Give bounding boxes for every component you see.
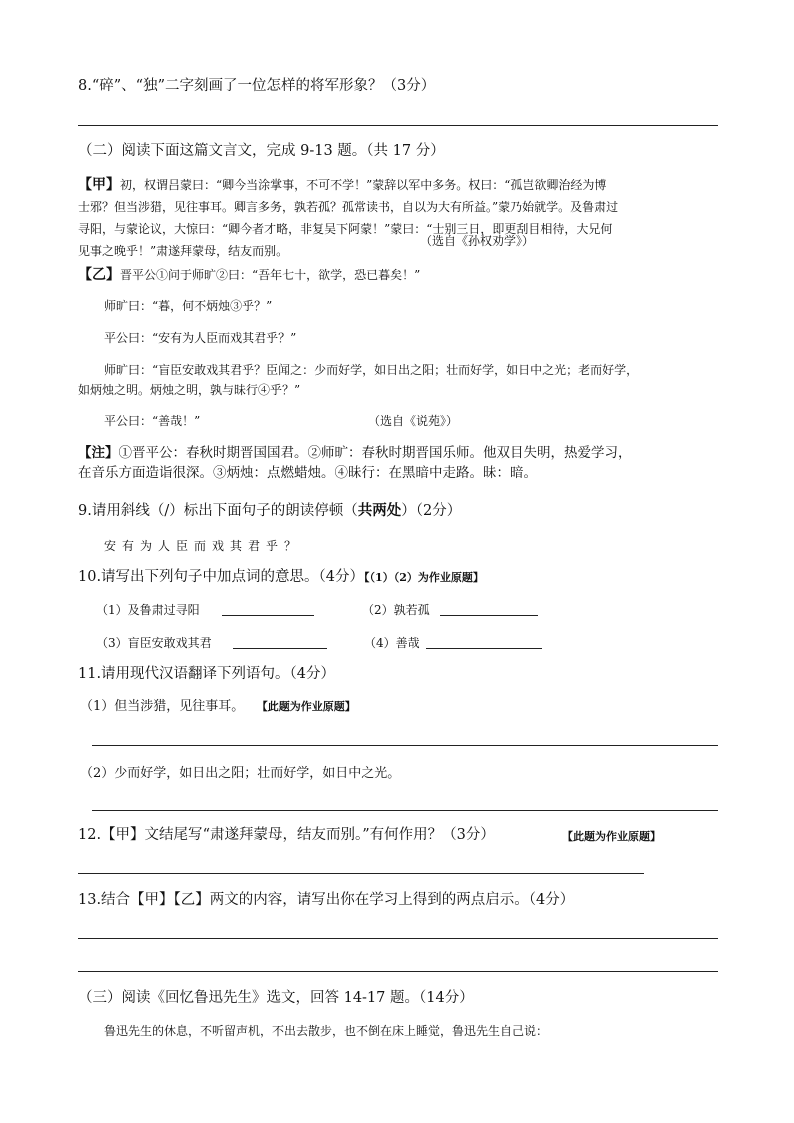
passage-jia-line-3: 寻阳，与蒙论议，大惊曰：“卿今者才略，非复吴下阿蒙！”蒙曰：“士别三日，即更刮目相待，大兄何 bbox=[78, 222, 613, 236]
q10-blank-4[interactable] bbox=[426, 634, 542, 649]
section-3-title: （三）阅读《回忆鲁迅先生》选文，回答 14-17 题。（14分） bbox=[78, 990, 474, 1006]
passage-yi-line-4: 师旷曰：“盲臣安敢戏其君乎？臣闻之：少而好学，如日出之阳；壮而好学，如日中之光；老而好学， bbox=[104, 363, 639, 377]
q10-blank-2[interactable] bbox=[440, 601, 538, 616]
question-13: 13.结合【甲】【乙】两文的内容，请写出你在学习上得到的两点启示。（4分） bbox=[78, 892, 575, 908]
q11-item-2: （2）少而好学，如日出之阳；壮而好学，如日中之光。 bbox=[80, 766, 401, 781]
section-2-title: （二）阅读下面这篇文言文，完成 9-13 题。（共 17 分） bbox=[78, 143, 445, 159]
passage-jia-line-4: 见事之晚乎！”肃遂拜蒙母，结友而别。 bbox=[78, 244, 289, 258]
question-12-tag: 【此题为作业原题】 bbox=[562, 830, 661, 843]
note-line-1: 【注】①晋平公：春秋时期晋国国君。②师旷：春秋时期晋国乐师。他双目失明，热爱学习， bbox=[78, 445, 632, 461]
passage-yi-line-3: 平公曰：“安有为人臣而戏其君乎？” bbox=[104, 331, 297, 345]
answer-line-q8[interactable] bbox=[78, 125, 718, 126]
question-10-tag: 【（1）（2）为作业原题】 bbox=[364, 571, 484, 584]
question-9-bold: 共两处 bbox=[357, 502, 402, 519]
q10-item-4: （4）善哉 bbox=[364, 636, 420, 650]
section-3-line-1: 鲁迅先生的休息，不听留声机，不出去散步，也不倒在床上睡觉，鲁迅先生自己说： bbox=[104, 1024, 549, 1038]
q10-item-2: （2）孰若孤 bbox=[362, 603, 430, 617]
q11-item-1-tag: 【此题为作业原题】 bbox=[262, 700, 356, 713]
passage-yi-marker: 【乙】 bbox=[78, 267, 120, 283]
answer-line-q11-1[interactable] bbox=[92, 745, 718, 746]
q10-item-3: （3）盲臣安敢戏其君 bbox=[96, 636, 212, 650]
passage-jia-source: （选自《孙权劝学》） bbox=[420, 234, 535, 248]
q10-item-1: （1）及鲁肃过寻阳 bbox=[96, 603, 200, 617]
passage-yi-line-6: 平公曰：“善哉！” bbox=[104, 414, 201, 428]
passage-yi-line-1: 【乙】晋平公①问于师旷②曰：“吾年七十，欲学，恐已暮矣！” bbox=[78, 267, 421, 283]
answer-line-q13-1[interactable] bbox=[78, 938, 718, 939]
question-12: 12.【甲】文结尾写“肃遂拜蒙母，结友而别。”有何作用？（3分） bbox=[78, 827, 495, 843]
answer-line-q13-2[interactable] bbox=[78, 971, 718, 972]
passage-yi-line-5: 如炳烛之明。炳烛之明，孰与昧行④乎？” bbox=[78, 383, 301, 397]
q11-item-1: （1）但当涉猎，见往事耳。 【此题为作业原题】 bbox=[80, 699, 356, 714]
passage-yi-source: （选自《说苑》） bbox=[368, 414, 459, 428]
q10-blank-3[interactable] bbox=[233, 634, 327, 649]
question-10: 10.请写出下列句子中加点词的意思。（4分）【（1）（2）为作业原题】 bbox=[78, 569, 484, 585]
note-line-2: 在音乐方面造诣很深。③炳烛：点燃蜡烛。④昧行：在黑暗中走路。昧：暗。 bbox=[78, 465, 537, 481]
passage-jia-line-1: 【甲】初，权谓吕蒙曰：“卿今当涂掌事，不可不学！”蒙辞以军中多务。权曰：“孤岂欲卿治经为博 bbox=[78, 177, 607, 193]
passage-jia-marker: 【甲】 bbox=[78, 177, 120, 193]
passage-yi-line-2: 师旷曰：“暮，何不炳烛③乎？” bbox=[104, 299, 273, 313]
passage-jia-line-2: 士邪？但当涉猎，见往事耳。卿言多务，孰若孤？孤常读书，自以为大有所益。”蒙乃始就学。及鲁肃过 bbox=[78, 200, 619, 214]
answer-line-q12[interactable] bbox=[78, 873, 644, 874]
question-9: 9.请用斜线（/）标出下面句子的朗读停顿（共两处）（2分） bbox=[78, 502, 462, 519]
question-11: 11.请用现代汉语翻译下列语句。（4分） bbox=[78, 666, 336, 682]
answer-line-q11-2[interactable] bbox=[92, 810, 718, 811]
note-marker: 【注】 bbox=[78, 445, 119, 461]
question-12-quote: “肃遂拜蒙母，结友而别。” bbox=[202, 827, 370, 843]
question-8: 8.“碎”、“独”二字刻画了一位怎样的将军形象？（3分） bbox=[78, 78, 436, 94]
q10-blank-1[interactable] bbox=[222, 601, 314, 616]
question-9-sentence[interactable]: 安有为人臣而戏其君乎？ bbox=[104, 539, 303, 553]
